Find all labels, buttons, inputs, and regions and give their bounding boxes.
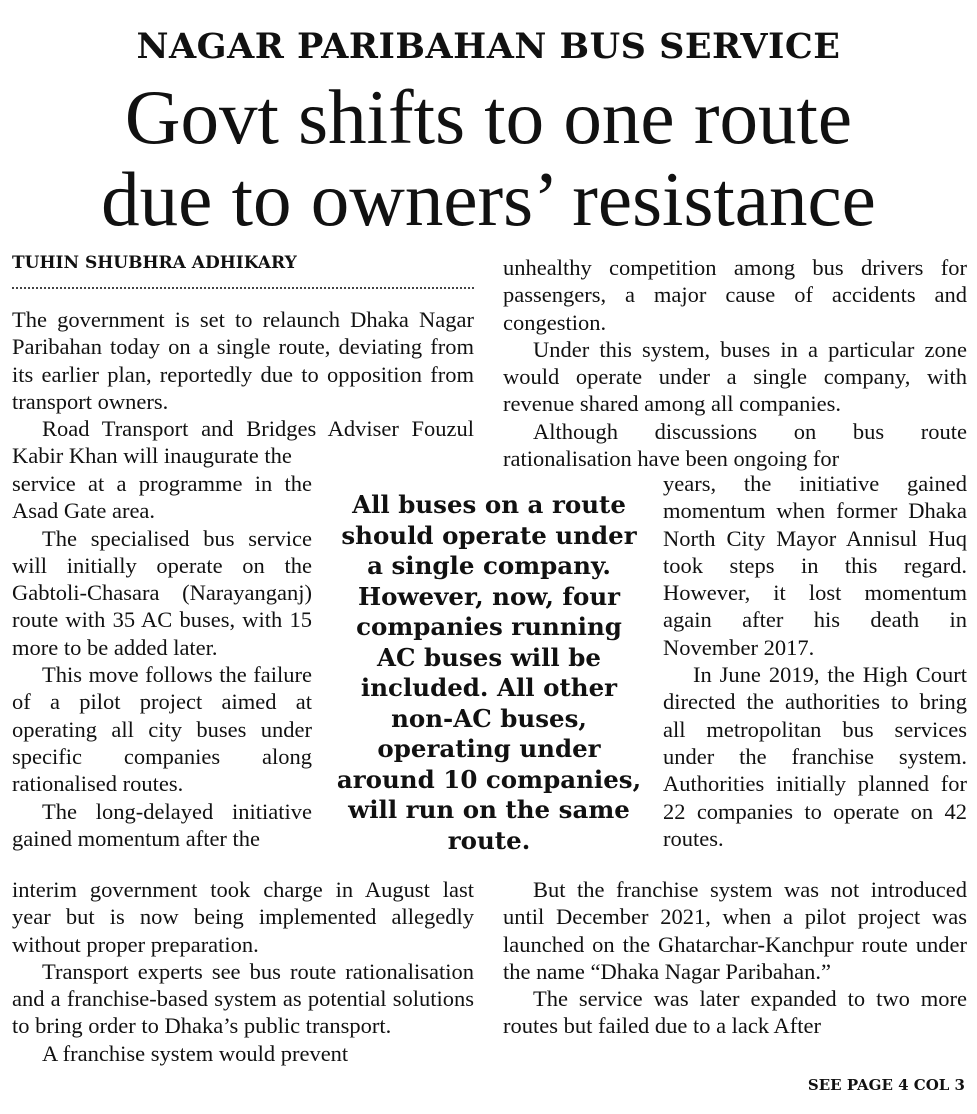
paragraph: A franchise system would prevent (42, 1040, 349, 1066)
paragraph: The long-delayed initiative gained momentum after the (12, 798, 312, 851)
paragraph: unhealthy competition among bus drivers for passengers, a major cause of accidents and congestion. (503, 255, 967, 335)
continuation-jump: SEE PAGE 4 COL 3 (807, 1076, 965, 1094)
paragraph: The specialised bus service will initially operate on the Gabtoli-Chasara (Narayanganj) route with 35 AC buses, with 15 more to be added later. (12, 525, 312, 660)
paragraph: Under this system, buses in a particular zone would operate under a single company, with revenue shared among all companies. (503, 336, 967, 417)
paragraph: years, the initiative gained momentum when former Dhaka North City Mayor Annisul Huq took steps in this regard. However, it lost momentum again after his death in November 2017. (663, 471, 967, 660)
paragraph: Transport experts see bus route rationalisation and a franchise-based system as potential solutions to bring order to Dhaka’s public transport. (12, 958, 474, 1039)
byline-divider (12, 287, 474, 289)
column-2-top (503, 254, 967, 472)
paragraph: Road Transport and Bridges Adviser Fouzul Kabir Khan will inaugurate the (12, 416, 474, 469)
paragraph: The government is set to relaunch Dhaka Nagar Paribahan today on a single route, deviating from its earlier plan, reportedly due to opposition from transport owners. (12, 307, 474, 414)
paragraph: service at a programme in the Asad Gate area. (12, 471, 312, 524)
column-1-top (12, 306, 474, 470)
paragraph: But the franchise system was not introduced until December 2021, when a pilot project was launched on the Ghatarchar-Kanchpur route under the name “Dhaka Nagar Paribahan.” (503, 877, 967, 984)
column-2-bottom (503, 876, 967, 1040)
paragraph: The service was later expanded to two more routes but failed due to a lack After (503, 986, 967, 1039)
column-1-bottom (12, 876, 474, 1067)
paragraph: In June 2019, the High Court directed the authorities to bring all metropolitan bus services under the franchise system. Authorities initially planned for 22 companies to operate on 42 routes. (663, 662, 967, 851)
paragraph: Although discussions on bus route rationalisation have been ongoing for (503, 418, 967, 472)
kicker: NAGAR PARIBAHAN BUS SERVICE (136, 26, 841, 67)
pull-quote: All buses on a route should operate under a single company. However, now, four companies running AC buses will be included. All other non-AC buses, operating under around 10 companies, will run on the same route. (336, 490, 642, 855)
headline-line-1: Govt shifts to one route (124, 74, 853, 160)
paragraph: This move follows the failure of a pilot project aimed at operating all city buses under specific companies along rationalised routes. (12, 662, 312, 797)
headline (0, 76, 977, 240)
paragraph: interim government took charge in August last year but is now being implemented allegedly without proper preparation. (12, 877, 474, 957)
byline: TUHIN SHUBHRA ADHIKARY (12, 253, 297, 273)
column-2-middle (663, 470, 967, 852)
column-1-middle (12, 470, 312, 852)
headline-line-2: due to owners’ resistance (101, 156, 876, 242)
